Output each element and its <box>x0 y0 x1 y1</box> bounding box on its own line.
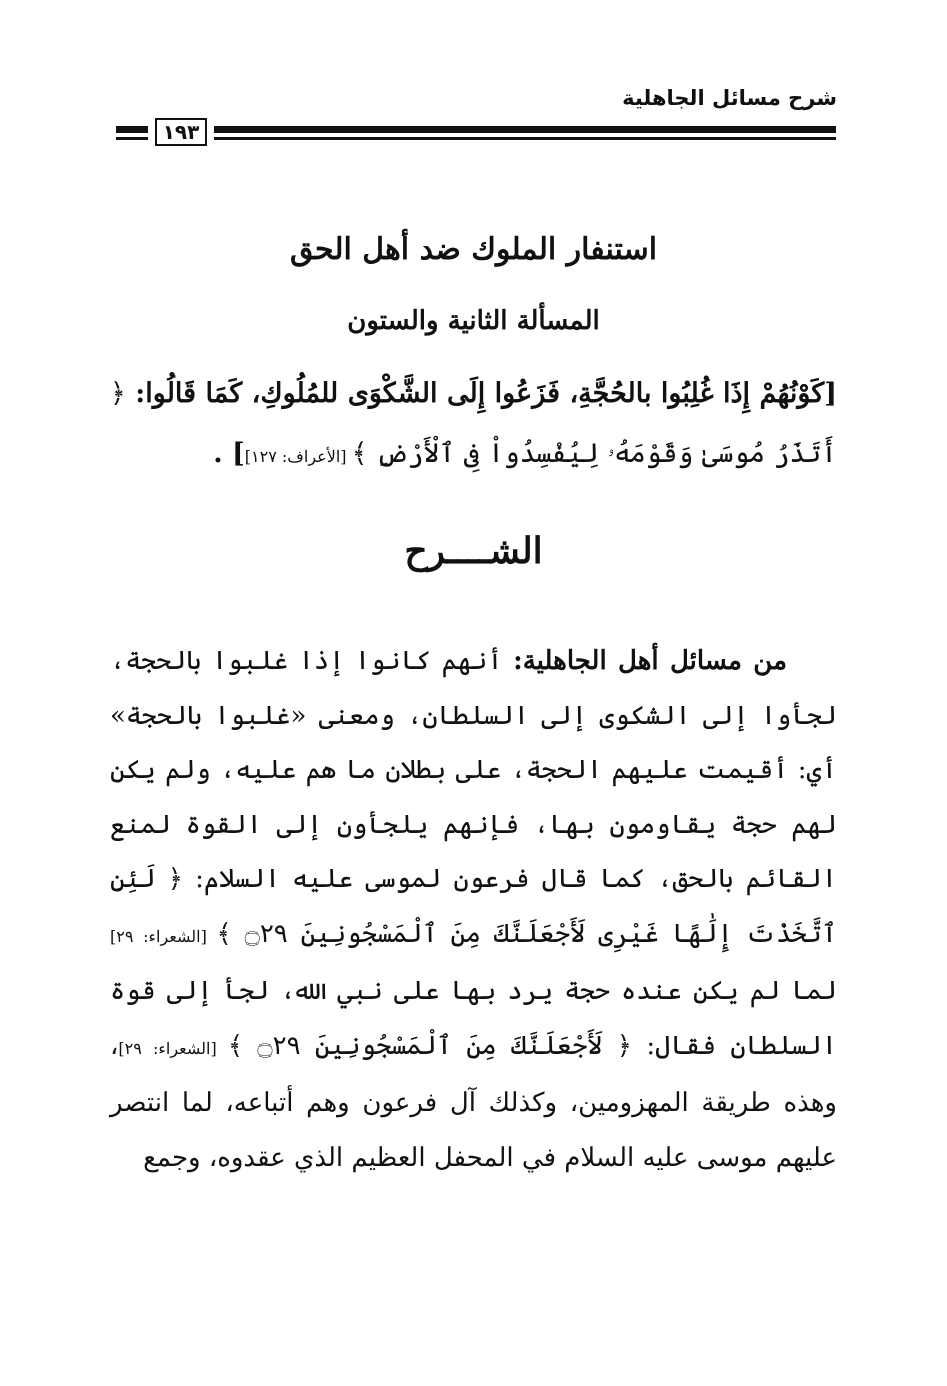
header-rule-stub-thin <box>116 137 148 140</box>
chapter-title: استنفار الملوك ضد أهل الحق <box>289 232 658 267</box>
commentary-heading: الشــــرح <box>404 530 543 572</box>
paragraph-lead: من مسائل أهل الجاهلية: <box>513 646 787 676</box>
quran-verse: ﴿ أَتَذَرُ مُوسَىٰ وَقَوْمَهُۥ لِيُفْسِدُواْ فِى ٱلْأَرْضِ ﴾ <box>110 378 837 469</box>
issue-heading: المسألة الثانية والستون <box>347 306 600 336</box>
running-title: شرح مسائل الجاهلية <box>622 86 837 110</box>
paragraph-text: ، وهذه طريقة المهزومين، وكذلك آل فرعون وهم أتباعه، لما انتصر عليهم موسى عليه السلام في المحفل العظيم الذي عقدوه، وجمع <box>110 1030 837 1173</box>
verse-reference: [الشعراء: ٢٩] <box>118 1038 228 1058</box>
header-rule-thick <box>214 126 836 133</box>
verse-reference: [الأعراف: ١٢٧] <box>244 447 352 466</box>
matn-text-end: ] . <box>213 438 245 469</box>
matn-text: [كَوْنُهُمْ إِذَا غُلِبُوا بالحُجَّةِ، فَزَعُوا إِلَى الشَّكْوَى للمُلُوكِ، كَمَا قَالُوا: <box>125 378 837 409</box>
header-rule-thin <box>214 137 836 140</box>
paragraph-text: أنهم كانوا إذا غلبوا بالحجة، لجأوا إلى الشكوى إلى السلطان، ومعنى «غلبوا بالحجة» أي: أقيمت عليهم الحجة، على بطلان ما هم عليه، ولم يكن لهم حجة يقاومون بها، فإنهم يلجأون إلى القوة لمنع القائم بالحق، كما قال فرعون لموسى عليه السلام: <box>110 646 838 894</box>
page-number: ١٩٣ <box>155 118 207 146</box>
commentary-paragraph <box>110 634 837 1185</box>
quran-verse: ﴿ لَأَجْعَلَنَّكَ مِنَ ٱلْمَسْجُونِينَ ۝٢٩ ﴾ <box>227 1030 633 1061</box>
header-rule-stub-thick <box>116 126 148 133</box>
paragraph-text: لما لم يكن عنده حجة يرد بها على نبي الله، لجأ إلى قوة السلطان فقال: <box>110 976 838 1061</box>
matn-quote <box>110 364 837 487</box>
quran-verse: ﴿ لَئِنِ ٱتَّخَذْتَ إِلَٰهًا غَيْرِى لَأَجْعَلَنَّكَ مِنَ ٱلْمَسْجُونِينَ ۝٢٩ ﴾ <box>110 864 838 949</box>
verse-reference: [الشعراء: ٢٩] <box>110 926 217 946</box>
